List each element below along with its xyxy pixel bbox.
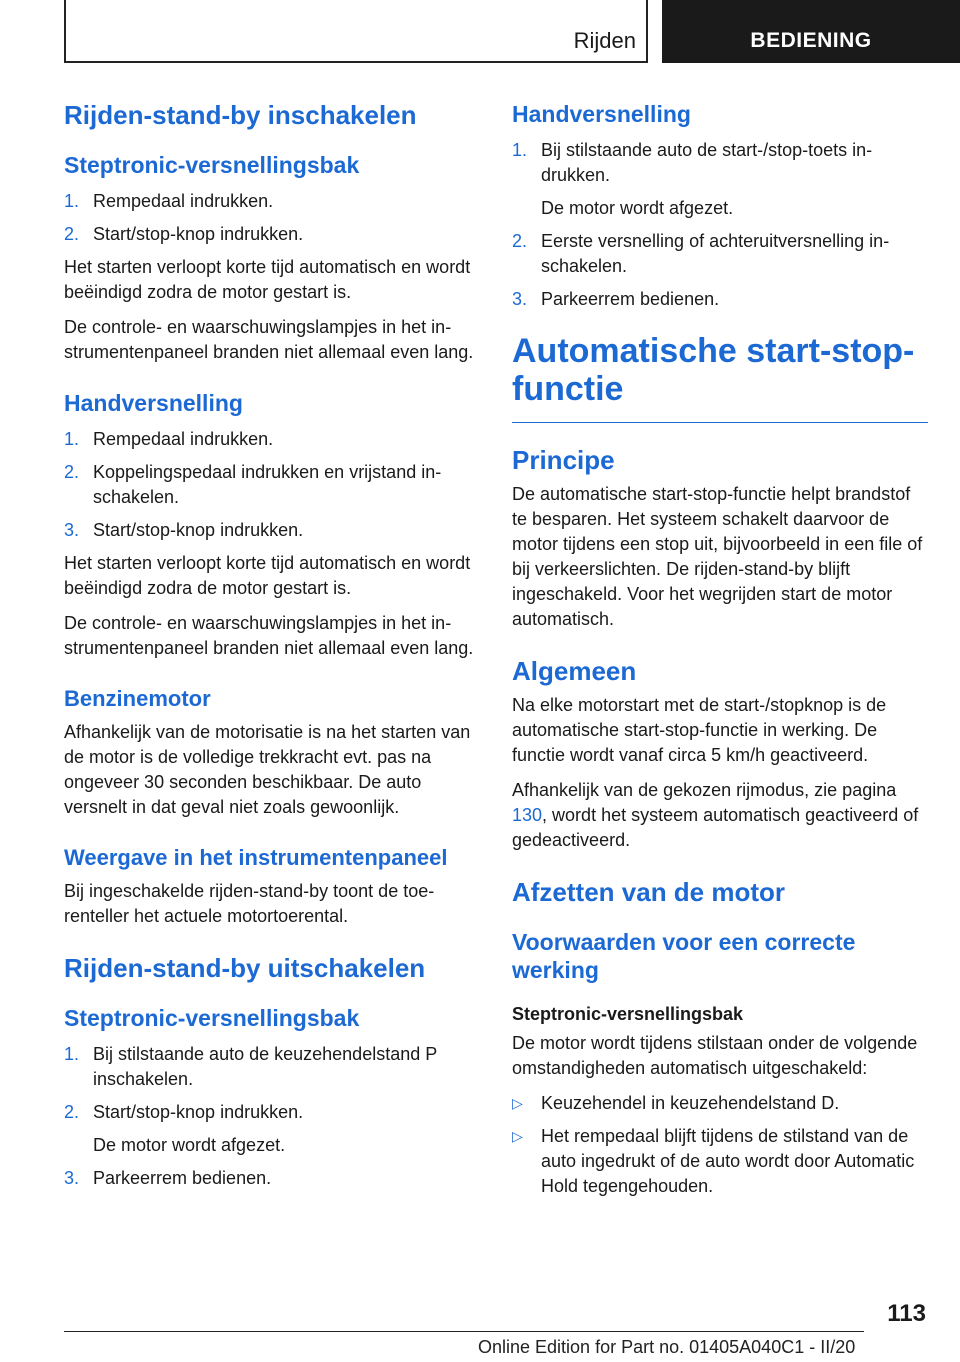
page-number: 113 <box>887 1300 926 1327</box>
step-item: 2. Eerste versnelling of achteruitversnelling inschakelen. <box>512 231 890 276</box>
step-item: 1. Rempedaal indrukken. <box>64 191 274 211</box>
paragraph: De controle- en waarschuwingslampjes in het instrumentenpaneel branden niet allemaal even lang. <box>64 317 474 362</box>
paragraph: Afhankelijk van de gekozen rijmodus, zie pagina 130, wordt het systeem automatisch geactiveerd of gedeactiveerd. <box>512 780 919 850</box>
subsection-title: Handversnelling <box>64 390 243 416</box>
triangle-bullet-icon: ▷ <box>512 1128 523 1144</box>
step-item: 3. Parkeerrem bedienen. <box>512 289 720 309</box>
paragraph: De controle- en waarschuwingslampjes in het instrumentenpaneel branden niet allemaal even lang. <box>64 613 474 658</box>
bullet-item: ▷ Het rempedaal blijft tijdens de stilstand van de auto ingedrukt of de auto wordt door Automatic Hold tegengehouden. <box>512 1126 915 1196</box>
step-list <box>64 427 476 543</box>
subsection-title: Voorwaarden voor een correcte werking <box>512 929 856 983</box>
paragraph: Bij ingeschakelde rijden-stand-by toont de toerenteller het actuele motortoerental. <box>64 881 435 926</box>
step-item: 2. Start/stop-knop indrukken. De motor wordt afgezet. <box>64 1100 476 1158</box>
section-title: Rijden-stand-by uitschakelen <box>64 953 426 983</box>
step-item: 2. Start/stop-knop indrukken. <box>64 224 304 244</box>
paragraph: De automatische start-stop-functie helpt brandstof te besparen. Het systeem schakelt daarvoor de motor tijdens een stop uit, bijvoorbeeld in een file of bij verkeerslichten. De rijden-stand-by blijft ingeschakeld. Voor het wegrijden start de motor automatisch. <box>512 484 923 629</box>
section-title: Rijden-stand-by inschakelen <box>64 100 417 130</box>
step-item: 1. Bij stilstaande auto de keuzehendelstand P inschakelen. <box>64 1044 437 1089</box>
step-list <box>64 189 476 247</box>
section-title: Algemeen <box>512 656 637 686</box>
chapter-title: Automatische start-stop-functie <box>512 332 915 408</box>
step-item: 1. Rempedaal indrukken. <box>64 429 274 449</box>
right-column <box>512 100 928 1207</box>
left-column <box>64 100 476 1199</box>
bullet-item: ▷ Keuzehendel in keuzehendelstand D. <box>512 1091 928 1116</box>
subsection-title: Steptronic-versnellingsbak <box>64 1005 360 1031</box>
step-item: 3. Start/stop-knop indrukken. <box>64 520 304 540</box>
paragraph: Na elke motorstart met de start-/stopknop is de automatische start-stop-functie in werking. De functie wordt vanaf circa 5 km/h geactiveerd. <box>512 695 887 765</box>
step-item: 3. Parkeerrem bedienen. <box>64 1168 272 1188</box>
header-chapter-tab: BEDIENING <box>662 0 960 63</box>
section-title: Principe <box>512 445 615 475</box>
footer-rule <box>64 1331 864 1332</box>
subsection-title: Benzinemotor <box>64 686 211 711</box>
step-note: De motor wordt afgezet. <box>93 1135 286 1155</box>
subsection-title: Steptronic-versnellingsbak <box>64 152 360 178</box>
minor-heading: Steptronic-versnellingsbak <box>512 1004 744 1024</box>
triangle-bullet-icon: ▷ <box>512 1095 523 1111</box>
paragraph: Het starten verloopt korte tijd automatisch en wordt beëindigd zodra de motor gestart is. <box>64 257 471 302</box>
header-section-label: Rijden <box>573 28 636 53</box>
section-title: Afzetten van de motor <box>512 877 786 907</box>
step-list <box>64 1042 476 1191</box>
header-tab <box>64 0 648 63</box>
step-note: De motor wordt afgezet. <box>541 198 734 218</box>
bullet-list <box>512 1091 928 1199</box>
page-link[interactable]: 130 <box>512 805 543 825</box>
paragraph: Het starten verloopt korte tijd automatisch en wordt beëindigd zodra de motor gestart is. <box>64 553 471 598</box>
paragraph: De motor wordt tijdens stilstaan onder de volgende omstandigheden automatisch uitgeschakeld: <box>512 1033 918 1078</box>
footer-edition: Online Edition for Part no. 01405A040C1 - II/20 <box>478 1337 856 1357</box>
step-item: 2. Koppelingspedaal indrukken en vrijstand inschakelen. <box>64 462 442 507</box>
subsection-title: Handversnelling <box>512 101 691 127</box>
step-list <box>512 138 928 312</box>
step-item: 1. Bij stilstaande auto de start-/stop-toets indrukken. De motor wordt afgezet. <box>512 138 928 221</box>
subsection-title: Weergave in het instrumentenpaneel <box>64 845 448 870</box>
paragraph: Afhankelijk van de motorisatie is na het starten van de motor is de volledige trekkracht evt. pas na ongeveer 30 seconden beschikbaar. De auto versnelt in dat geval niet zoals gewoonlijk. <box>64 722 471 817</box>
